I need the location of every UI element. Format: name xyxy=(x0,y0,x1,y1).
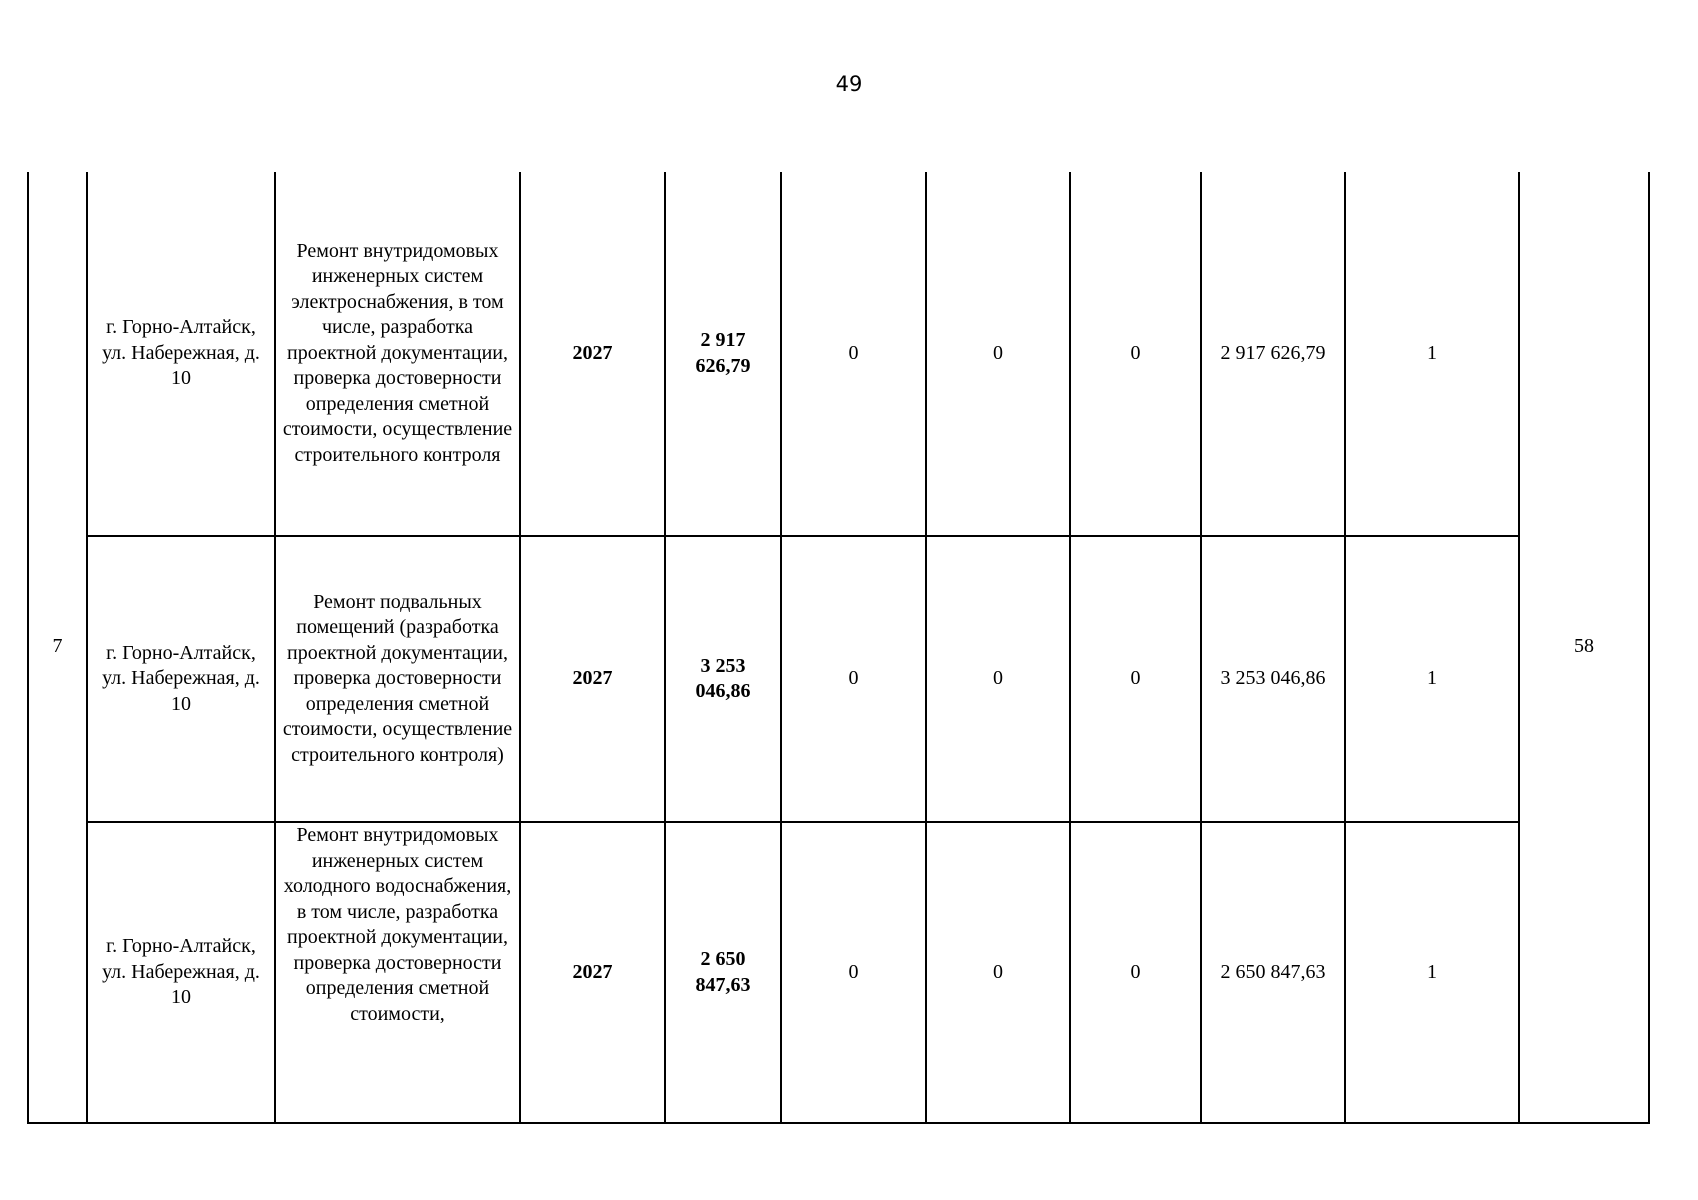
funding-cell-4: 2 650 847,63 xyxy=(1201,822,1345,1123)
funding-cell-2: 0 xyxy=(926,822,1070,1123)
funding-cell-1: 0 xyxy=(781,536,926,822)
group-index-cell: 7 xyxy=(28,172,87,1123)
year-cell: 2027 xyxy=(520,536,665,822)
count-cell: 1 xyxy=(1345,536,1519,822)
funding-cell-3: 0 xyxy=(1070,172,1201,536)
total-cost-cell: 2 650 847,63 xyxy=(665,822,781,1123)
funding-cell-3: 0 xyxy=(1070,822,1201,1123)
total-cost-cell: 2 917 626,79 xyxy=(665,172,781,536)
funding-cell-2: 0 xyxy=(926,172,1070,536)
total-cost-cell: 3 253 046,86 xyxy=(665,536,781,822)
capital-repair-table xyxy=(27,172,1650,1124)
address-cell: г. Горно-Алтайск, ул. Набережная, д. 10 xyxy=(87,536,275,822)
work-description-cell: Ремонт подвальных помещений (разработка проектной документации, проверка достоверности определения сметной стоимости, осуществление строительного контроля) xyxy=(275,536,520,822)
funding-cell-1: 0 xyxy=(781,172,926,536)
work-description-cell: Ремонт внутридомовых инженерных систем холодного водоснабжения, в том числе, разработка проектной документации, проверка достоверности определения сметной стоимости, xyxy=(275,822,520,1123)
page-number: 49 xyxy=(835,72,863,96)
table-row xyxy=(28,822,1649,1123)
count-cell: 1 xyxy=(1345,172,1519,536)
address-cell: г. Горно-Алтайск, ул. Набережная, д. 10 xyxy=(87,172,275,536)
address-cell: г. Горно-Алтайск, ул. Набережная, д. 10 xyxy=(87,822,275,1123)
work-description-cell: Ремонт внутридомовых инженерных систем электроснабжения, в том числе, разработка проектной документации, проверка достоверности определения сметной стоимости, осуществление строительного контроля xyxy=(275,172,520,536)
funding-cell-4: 3 253 046,86 xyxy=(1201,536,1345,822)
funding-cell-1: 0 xyxy=(781,822,926,1123)
table-row xyxy=(28,172,1649,536)
funding-cell-2: 0 xyxy=(926,536,1070,822)
table-row xyxy=(28,536,1649,822)
funding-cell-3: 0 xyxy=(1070,536,1201,822)
year-cell: 2027 xyxy=(520,822,665,1123)
group-total-cell: 58 xyxy=(1519,172,1649,1123)
funding-cell-4: 2 917 626,79 xyxy=(1201,172,1345,536)
count-cell: 1 xyxy=(1345,822,1519,1123)
year-cell: 2027 xyxy=(520,172,665,536)
